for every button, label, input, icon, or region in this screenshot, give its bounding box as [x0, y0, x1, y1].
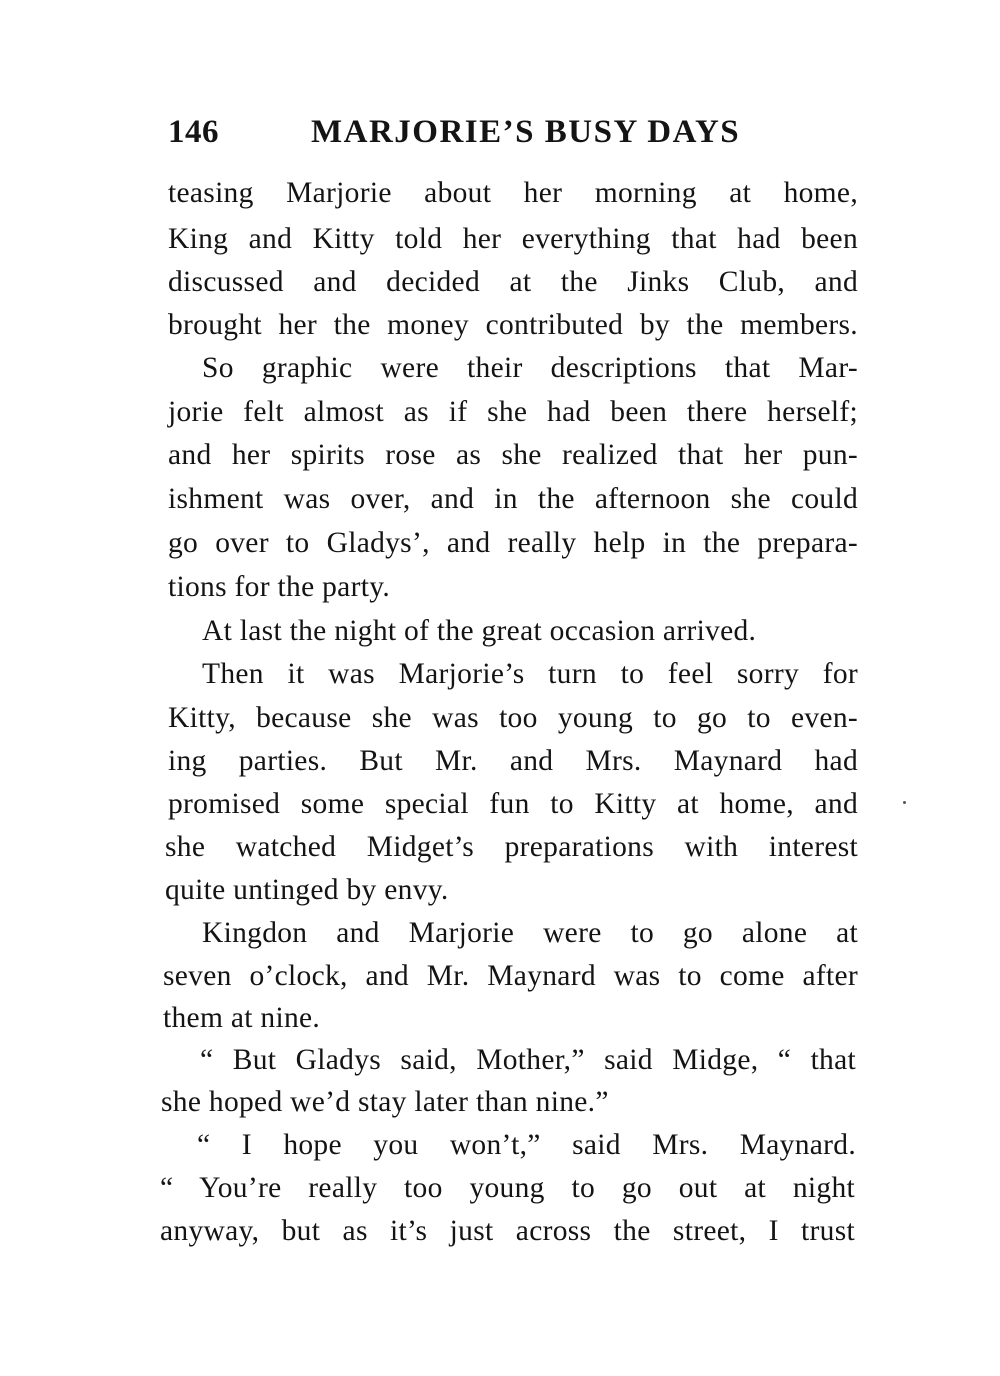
text-line: Then it was Marjorie’s turn to feel sorry for [202, 658, 858, 690]
text-line: jorie felt almost as if she had been there herself; [168, 396, 858, 428]
text-line: brought her the money contributed by the members. [168, 309, 858, 341]
text-line: she watched Midget’s preparations with interest [165, 831, 858, 863]
text-line: anyway, but as it’s just across the street, I trust [160, 1215, 855, 1247]
running-title: MARJORIE’S BUSY DAYS [311, 114, 741, 150]
text-line: At last the night of the great occasion arrived. [202, 615, 757, 647]
text-line: she hoped we’d stay later than nine.” [161, 1086, 609, 1118]
running-header [168, 108, 858, 156]
page-number: 146 [168, 114, 219, 150]
text-line: promised some special fun to Kitty at home, and [168, 788, 858, 820]
text-line: King and Kitty told her everything that had been [168, 223, 858, 255]
text-line: seven o’clock, and Mr. Maynard was to come after [163, 960, 858, 992]
text-line: Kitty, because she was too young to go to even- [168, 702, 858, 734]
text-line: “ But Gladys said, Mother,” said Midge, “ that [200, 1044, 856, 1076]
text-line: discussed and decided at the Jinks Club, and [168, 266, 858, 298]
text-line: teasing Marjorie about her morning at home, [168, 177, 858, 209]
text-line: quite untinged by envy. [165, 874, 449, 906]
text-line: ishment was over, and in the afternoon she could [168, 483, 858, 515]
text-line: “ You’re really too young to go out at night [160, 1172, 855, 1204]
text-line: “ I hope you won’t,” said Mrs. Maynard. [197, 1129, 856, 1161]
text-line: tions for the party. [168, 571, 391, 603]
text-line: them at nine. [163, 1002, 321, 1034]
text-line: ing parties. But Mr. and Mrs. Maynard had [168, 745, 858, 777]
print-speck [903, 801, 906, 804]
text-line: go over to Gladys’, and really help in the prepara- [168, 527, 858, 559]
text-line: So graphic were their descriptions that Mar- [202, 352, 858, 384]
text-line: and her spirits rose as she realized that her pun- [168, 439, 858, 471]
text-line: Kingdon and Marjorie were to go alone at [202, 917, 858, 949]
